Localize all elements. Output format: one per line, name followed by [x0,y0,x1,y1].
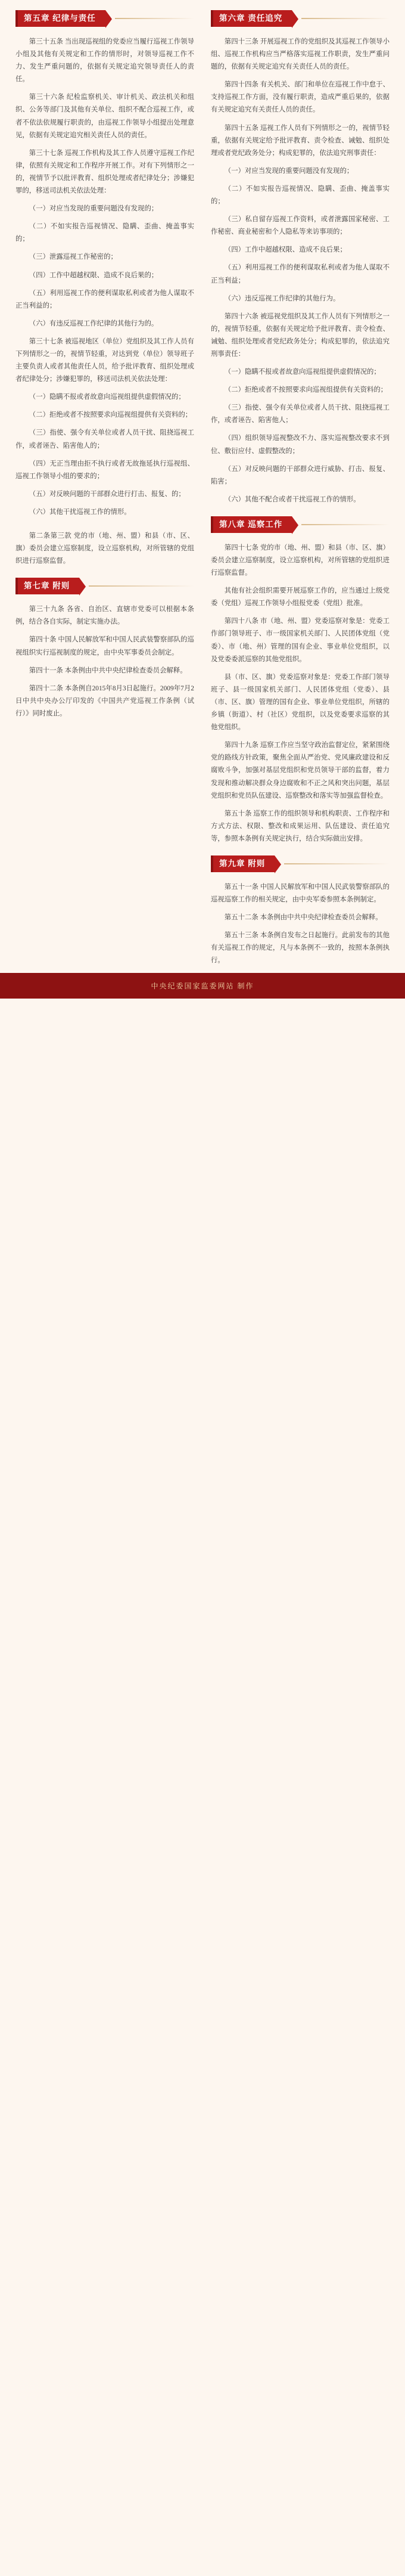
article-paragraph: 第三十六条 纪检监察机关、审计机关、政法机关和组织、公务等部门及其他有关单位、组织不配合巡视工作，或者不依法依规履行职责的，由巡视工作领导小组提出处理意见，依据有关规定追究相关责任人员的责任。 [15,94,194,139]
right-column [202,0,405,973]
article-paragraph: 第五十条 巡察工作的组织领导和机构职责、工作程序和方式方法、权限、整改和成果运用、队伍建设、责任追究等，参照本条例有关规定执行，结合实际做出安排。 [211,810,390,842]
article-item: （三）私自留存巡视工作资料，或者泄露国家秘密、工作秘密、商业秘密和个人隐私等来访事项的； [211,216,390,236]
article-paragraph: 第五十一条 中国人民解放军和中国人民武装警察部队的巡视巡察工作的相关规定，由中央军委参照本条例制定。 [211,883,390,904]
article-item: （三）指使、强令有关单位或者人员干扰、阻挠巡视工作，或者诬告、陷害他人的； [15,429,194,450]
article-item: （一）隐瞒不报或者故意向巡视组提供虚假情况的； [29,393,185,401]
article-paragraph: 其他有社会组织需要开展巡察工作的，应当通过上级党委（党组）巡视工作领导小组报党委（党组）批准。 [211,587,390,607]
article-item: （一）隐瞒不报或者故意向巡视组提供虚假情况的； [224,368,381,376]
article-item: （二）不如实报告巡视情况、隐瞒、歪曲、掩盖事实的； [211,185,390,206]
article-paragraph: 第四十七条 党的市（地、州、盟）和县（市、区、旗）委员会建立巡察制度，设立巡察机构，对所管辖的党组织进行巡察监督。 [211,544,390,577]
article-paragraph: 第四十四条 有关机关、部门和单位在巡视工作中怠于、支持巡视工作方面，没有履行职责，造成严重后果的，依据有关规定追究有关责任人员的责任。 [211,81,390,114]
article-item: （四）工作中超越权限、造成不良后果的； [29,271,158,279]
article-item: （五）利用巡视工作的便利谋取私利或者为他人谋取不正当利益； [211,264,390,284]
article-item: （一）对应当发现的重要问题没有发现的； [224,167,354,175]
article-paragraph: 第三十五条 当出现巡视组的党委应当履行巡视工作领导小组及其他有关规定和工作的情形时，对领导巡视工作不力、发生严重问题的，依据有关规定追究领导责任人的责任。 [15,38,194,83]
chapter-banner-9 [211,854,390,874]
article-item: （五）对反映问题的干部群众进行威胁、打击、报复、陷害； [211,465,390,485]
article-paragraph: 第五十二条 本条例由中共中央纪律检查委员会解释。 [224,914,382,922]
chapter-banner-6-label: 第六章 责任追究 [211,10,292,27]
chapter-banner-6 [211,8,390,29]
article-item: （二）不如实报告巡视情况、隐瞒、歪曲、掩盖事实的； [15,223,194,243]
article-paragraph: 第四十六条 被巡视党组织及其工作人员有下列情形之一的，视情节轻重，依据有关规定给予批评教育、责令检查、诫勉、组织处理或者党纪政务处分；构成犯罪的，依法追究刑事责任： [211,312,390,358]
chapter-banner-7 [15,576,194,596]
article-item: （四）工作中超越权限、造成不良后果； [224,246,347,254]
chapter-banner-9-label: 第九章 附则 [211,855,275,872]
spacer [15,524,194,530]
article-item: （六）其他干扰巡视工作的情形。 [29,508,131,516]
chapter-banner-5 [15,8,194,29]
article-paragraph: 第四十八条 市（地、州、盟）党委巡察对象是：党委工作部门领导班子、市一级国家机关部门、人民团体党组（党委）、市（地、州）管理的国有企业、事业单位党组织，以及党委委派巡察的其他党组织。 [211,618,390,663]
article-paragraph: 第四十三条 开展巡视工作的党组织及其巡视工作领导小组、巡视工作机构应当严格落实巡视工作职责，发生严重问题的，依据有关规定追究有关责任人员的责任。 [211,38,390,71]
banner-tail [115,18,194,19]
banner-tail [301,18,390,19]
article-paragraph: 第四十九条 巡察工作应当坚守政治监督定位，紧紧围绕党的路线方针政策，聚焦全面从严治党、党风廉政建设和反腐败斗争，加强对基层党组织和党员领导干部的监督，着力发现和推动解决群众身边腐败和不正之风和突出问题，基层党组织和党员队伍建设、巡察整改和落实等加强监督检查。 [211,742,390,799]
article-item: （六）违反巡视工作纪律的其他行为。 [224,295,340,302]
article-paragraph: 第三十九条 各省、自治区、直辖市党委可以根据本条例，结合各自实际，制定实施办法。 [15,606,194,626]
article-item: （四）无正当理由拒不执行或者无故拖延执行巡视组、巡视工作领导小组的要求的； [15,460,194,480]
chapter-banner-7-label: 第七章 附则 [15,578,79,594]
chapter-banner-8-label: 第八章 巡察工作 [211,516,292,533]
article-paragraph: 第三十七条 巡视工作机构及其工作人员遵守巡视工作纪律，依照有关规定和工作程序开展工作。对有下列情形之一的，视情节予以批评教育、组织处理或者纪律处分；涉嫌犯罪的，移送司法机关依法处理： [15,149,194,195]
article-paragraph: 第四十条 中国人民解放军和中国人民武装警察部队的巡视组织实行巡视制度的规定，由中央军事委员会制定。 [15,636,194,656]
article-item: （五）利用巡视工作的便利谋取私利或者为他人谋取不正当利益的； [15,289,194,309]
article-item: （三）泄露巡视工作秘密的； [29,253,117,261]
article-item: （四）组织领导巡视整改不力、落实巡视整改要求不到位、敷衍应付、虚假整改的； [211,435,390,455]
article-paragraph: 第四十五条 巡视工作人员有下列情形之一的，视情节轻重，依据有关规定给予批评教育、责令检查、诫勉、组织处理或者党纪政务处分；构成犯罪的，依法追究刑事责任： [211,124,390,157]
page-footer: 中央纪委国家监委网站 制作 [0,973,405,999]
article-paragraph: 第五十三条 本条例自发布之日起施行。此前发布的其他有关巡视工作的规定，凡与本条例不一致的，按照本条例执行。 [211,932,390,965]
two-column-layout [0,0,405,973]
article-item: （二）拒绝或者不按照要求向巡视组提供有关资料的； [29,411,192,419]
article-paragraph: 第四十二条 本条例自2015年8月3日起施行。2009年7月2日中共中央办公厅印发的《中国共产党巡视工作条例（试行）》同时废止。 [15,684,194,717]
article-paragraph: 县（市、区、旗）党委巡察对象是：党委工作部门领导班子、县一级国家机关部门、人民团体党组（党委）、县（市、区、旗）管理的国有企业、事业单位党组织，所辖的乡镇（街道）、村（社区）党组织，以及党委要求巡察的其他党组织。 [211,673,390,731]
article-item: （六）有违反巡视工作纪律的其他行为的。 [29,320,158,327]
chapter-banner-8 [211,514,390,535]
article-item: （五）对反映问题的干部群众进行打击、报复、的； [29,490,185,498]
article-item: （三）指使、强令有关单位或者人员干扰、阻挠巡视工作，或者诬告、陷害他人； [211,404,390,424]
banner-tail [284,863,390,864]
chapter-banner-5-label: 第五章 纪律与责任 [15,10,105,27]
article-item: （二）拒绝或者不按照要求向巡视组提供有关资料的； [224,386,388,394]
article-item: （一）对应当发现的重要问题没有发现的； [29,205,158,213]
banner-tail [89,585,194,587]
banner-tail [301,524,390,525]
article-paragraph: 第四十一条 本条例由中共中央纪律检查委员会解释。 [29,667,187,674]
left-column [0,0,202,726]
article-paragraph: 第二条第三款 党的市（地、州、盟）和县（市、区、旗）委员会建立巡察制度，设立巡察机构，对所管辖的党组织进行巡察监督。 [15,532,194,565]
article-paragraph: 第三十七条 被巡视地区（单位）党组织及其工作人员有下列情形之一的，视情节轻重，对达到党（单位）领导班子主要负责人或者其他责任人员，给予批评教育、组织处理或者纪律处分；涉嫌犯罪的，移送司法机关依法处理： [15,337,194,383]
article-item: （六）其他不配合或者干扰巡视工作的情形。 [224,495,360,503]
